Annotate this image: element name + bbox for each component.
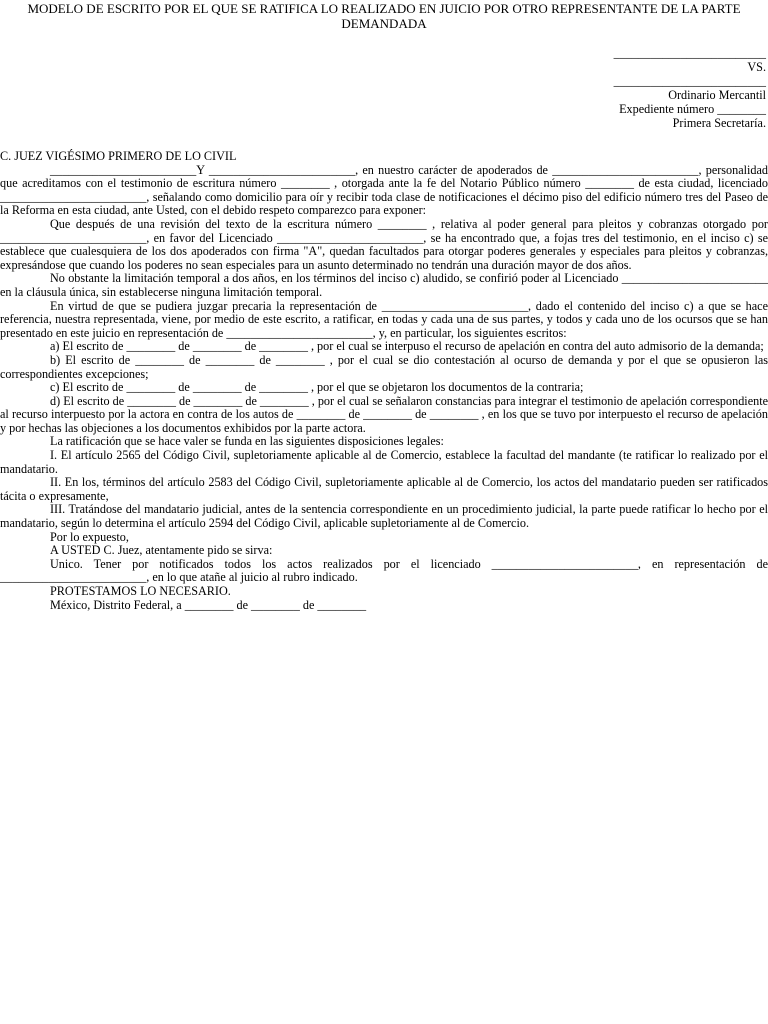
list-item-c: c) El escrito de ________ de ________ de ________ , por el que se objetaron los documentos de la contraria; [50,380,584,395]
document-title: MODELO DE ESCRITO POR EL QUE SE RATIFICA LO REALIZADO EN JUICIO POR OTRO REPRESENTANTE DE LA PARTE DEMANDADA [27,1,741,31]
paragraph-legal-basis: La ratificación que se hace valer se funda en las siguientes disposiciones legales: [50,434,444,449]
paragraph-limitation: No obstante la limitación temporal a dos años, en los términos del inciso c) aludido, se confirió poder al Licenciado ________________________ en la cláusula única, sin establecerse ninguna limitación temporal. [0,271,768,299]
paragraph-ratification: En virtud de que se pudiera juzgar precaria la representación de ________________________, dado el contenido del inciso c) a que se hace referencia, nuestra representada, viene, por medio de este escrito, a ratificar, en todas y cada una de sus partes, y todos y cada uno de los ocursos que se han presentado en este juicio en representación de ________________________, y, en particular, los siguientes escritos: [0,298,768,340]
paragraph-unico: Unico. Tener por notificados todos los actos realizados por el licenciado ________________________, en representación de ________________________, en lo que atañe al juicio al rubro indicado. [0,556,768,585]
list-item-d: d) El escrito de ________ de ________ de ________ , por el cual se señalaron constancias para integrar el testimonio de apelación correspondiente al recurso interpuesto por la actora en contra de los autos de ________ de ________ de ________ , en los que se tuvo por interpuesto el recurso de apelación y por hechas las objeciones a los documentos exhibidos por la parte actora. [0,393,768,435]
place-date-line: México, Distrito Federal, a ________ de ________ de ________ [50,597,367,612]
paragraph-therefore: Por lo expuesto, [50,529,129,544]
defendant-blank: _________________________ [613,74,766,88]
paragraph-intro: ________________________Y ________________________, en nuestro carácter de apoderados de ________________________, personalidad que acreditamos con el testimonio de escritura número ________ , otorgada ante la fe del Notario Público número ________ de esta ciudad, licenciado ________________________, señalando como domicilio para oír y recibir toda clase de notificaciones el décimo piso del edificio número tres del Paseo de la Reforma en esta ciudad, ante Usted, con el debido respeto comparezco para exponer: [0,162,768,218]
legal-point-1: I. El artículo 2565 del Código Civil, supletoriamente aplicable al de Comercio, establece la facultad del mandante (te ratificar lo realizado por el mandatario. [0,448,768,476]
list-item-b: b) El escrito de ________ de ________ de ________ , por el cual se dio contestación al ocurso de demanda y por el que se opusieron las correspondientes excepciones; [0,352,768,381]
plaintiff-blank: _________________________ [613,46,766,60]
secretariat: Primera Secretaría. [672,116,766,130]
paragraph-review: Que después de una revisión del texto de la escritura número ________ , relativa al poder general para pleitos y cobranzas otorgado por ________________________, en favor del Licenciado ________________________, se ha encontrado que, a fojas tres del testimonio, en el inciso c) se establece que cualesquiera de los dos apoderados con firma "A", quedan facultados para otorgar poderes generales y especiales para pleitos y cobranzas, expresándose que cuando los poderes no sean especiales para un asunto determinado no tendrán una duración mayor de dos años. [0,216,768,272]
legal-point-2: II. En los, términos del artículo 2583 del Código Civil, supletoriamente aplicable al de Comercio, los actos del mandatario pueden ser ratificados tácita o expresamente, [0,475,768,503]
document-body [0,150,768,612]
case-header-block [566,46,766,130]
file-number: Expediente número ________ [619,102,766,116]
protest-line: PROTESTAMOS LO NECESARIO. [50,584,231,598]
versus-label: VS. [747,60,766,74]
trial-type: Ordinario Mercantil [668,88,766,102]
paragraph-request: A USTED C. Juez, atentamente pido se sirva: [50,543,273,558]
addressee: C. JUEZ VIGÉSIMO PRIMERO DE LO CIVIL [0,149,237,163]
legal-point-3: III. Tratándose del mandatario judicial, antes de la sentencia correspondiente en un procedimiento judicial, la parte puede ratificar lo hecho por el mandatario, según lo determina el artículo 2594 del Código Civil, aplicable supletoriamente al de Comercio. [0,502,768,531]
list-item-a: a) El escrito de ________ de ________ de ________ , por el cual se interpuso el recurso de apelación en contra del auto admisorio de la demanda; [50,339,764,354]
